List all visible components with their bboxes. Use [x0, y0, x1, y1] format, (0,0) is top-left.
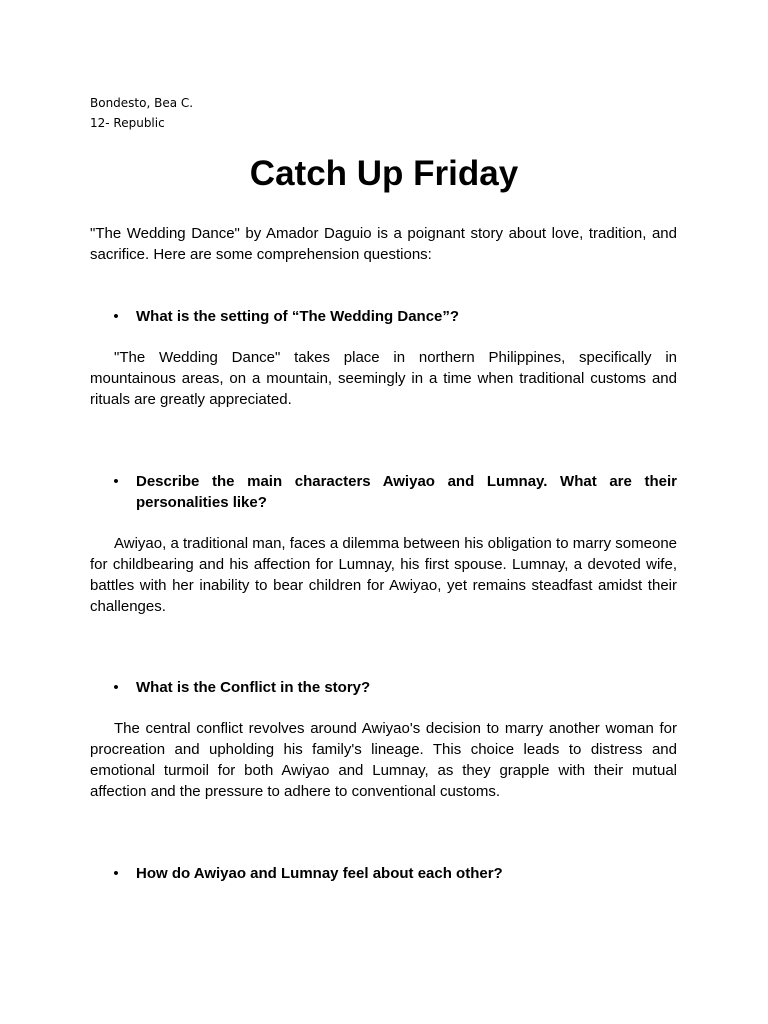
question-2 [112, 471, 677, 513]
bullet-icon: • [113, 679, 119, 696]
question-3-text: What is the Conflict in the story? [136, 679, 371, 696]
student-section: 12- Republic [90, 116, 165, 130]
question-1-text: What is the setting of “The Wedding Dance”? [136, 308, 460, 325]
question-2-text: Describe the main characters Awiyao and Lumnay. What are their personalities like? [136, 473, 677, 511]
answer-3: The central conflict revolves around Awiyao's decision to marry another woman for procreation and upholding his family's lineage. This choice leads to distress and emotional turmoil for both Awiyao and Lumnay, as they grapple with their mutual affection and the pressure to adhere to conventional customs. [90, 720, 677, 800]
page-title: Catch Up Friday [249, 154, 519, 193]
question-3 [112, 677, 677, 698]
bullet-icon: • [113, 473, 119, 490]
intro-paragraph: "The Wedding Dance" by Amador Daguio is a poignant story about love, tradition, and sacrifice. Here are some comprehension questions: [90, 225, 677, 263]
answer-1: "The Wedding Dance" takes place in northern Philippines, specifically in mountainous areas, on a mountain, seemingly in a time when traditional customs and rituals are greatly appreciated. [90, 349, 677, 408]
question-4 [112, 863, 677, 884]
student-header [90, 93, 193, 133]
question-4-text: How do Awiyao and Lumnay feel about each other? [136, 865, 503, 882]
bullet-icon: • [113, 308, 119, 325]
student-name: Bondesto, Bea C. [90, 96, 194, 110]
answer-2: Awiyao, a traditional man, faces a dilemma between his obligation to marry someone for childbearing and his affection for Lumnay, his first spouse. Lumnay, a devoted wife, battles with her inability to bear children for Awiyao, yet remains steadfast amidst their challenges. [90, 535, 677, 615]
bullet-icon: • [113, 865, 119, 882]
question-1 [112, 306, 677, 327]
